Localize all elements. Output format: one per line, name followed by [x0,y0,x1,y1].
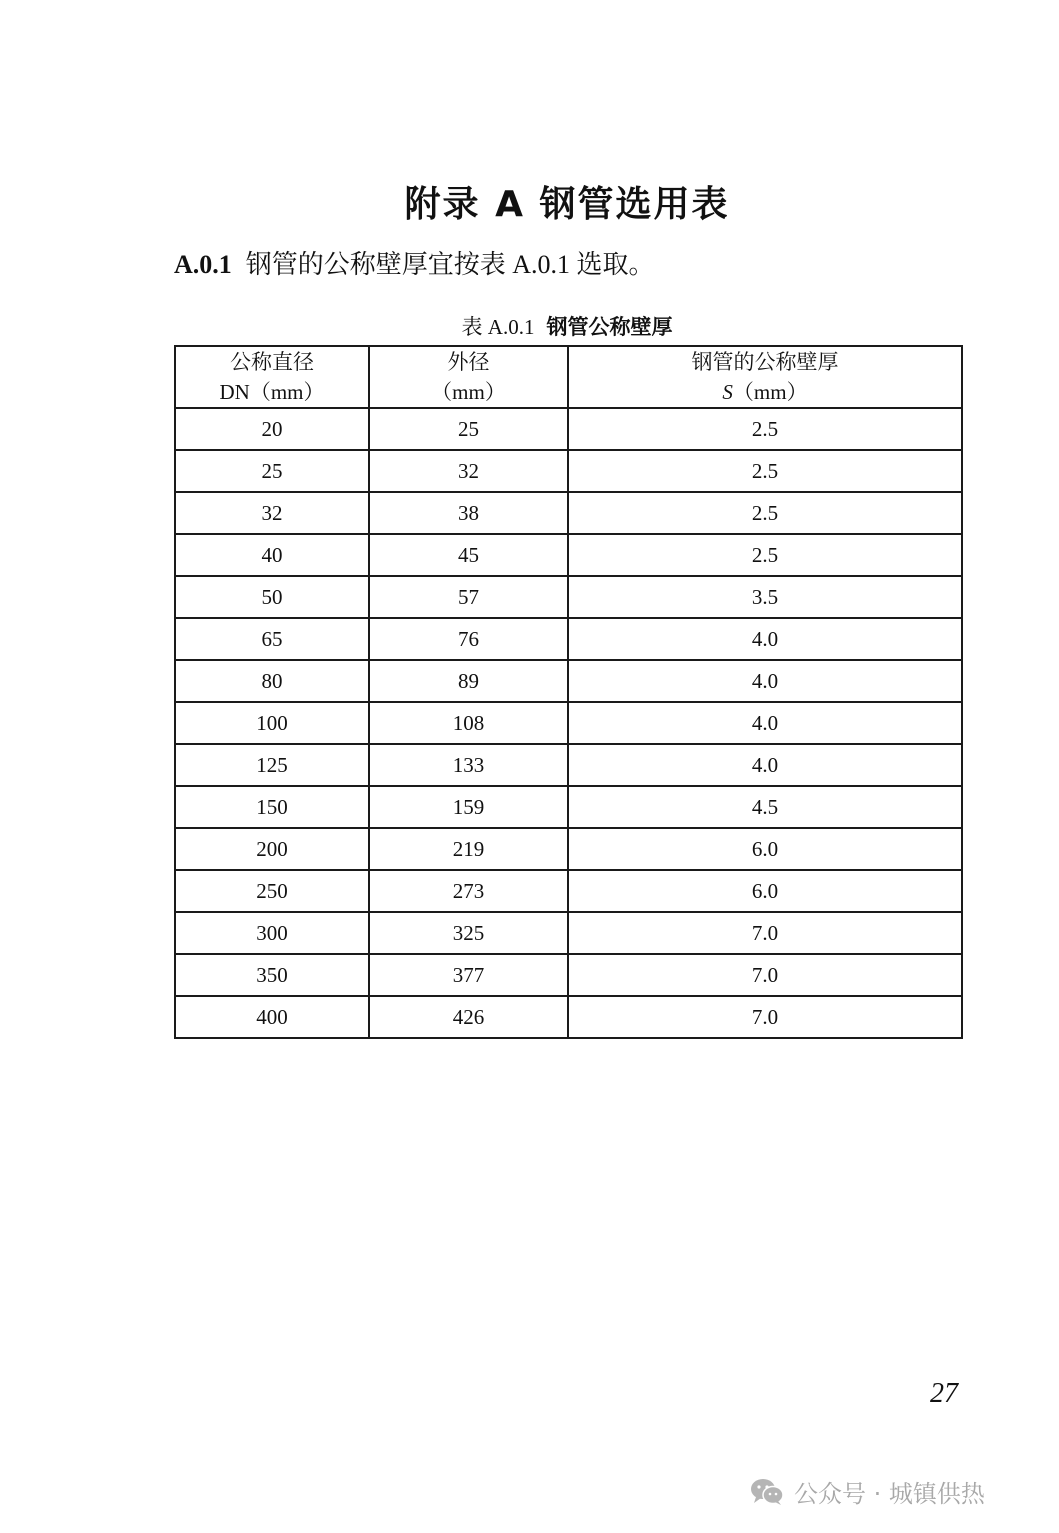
nominal-diameter-cell: 80 [175,660,369,702]
header-nominal-diameter-line2: DN（mm） [219,380,325,404]
wall-thickness-cell: 4.0 [568,618,962,660]
outer-diameter-cell: 273 [369,870,568,912]
table-caption [0,311,1059,341]
table-row [175,702,962,744]
page-title: 附录 A 钢管选用表 [404,184,730,225]
table-row [175,996,962,1038]
header-outer-diameter [369,346,568,408]
wechat-icon [750,1478,784,1506]
table-row [175,828,962,870]
wall-thickness-cell: 2.5 [568,450,962,492]
wall-thickness-cell: 4.0 [568,702,962,744]
table-row [175,786,962,828]
wall-thickness-cell: 7.0 [568,912,962,954]
nominal-diameter-cell: 25 [175,450,369,492]
table-caption-text: 钢管公称壁厚 [546,315,673,339]
nominal-diameter-cell: 100 [175,702,369,744]
outer-diameter-cell: 76 [369,618,568,660]
table-row [175,534,962,576]
header-wall-thickness [568,346,962,408]
outer-diameter-cell: 426 [369,996,568,1038]
watermark-text: 公众号 · 城镇供热 [794,1480,985,1508]
header-nominal-diameter-line1: 公称直径 [230,350,314,374]
nominal-diameter-cell: 50 [175,576,369,618]
table-row [175,870,962,912]
wall-thickness-cell: 3.5 [568,576,962,618]
wall-thickness-cell: 4.5 [568,786,962,828]
wall-thickness-cell: 4.0 [568,660,962,702]
pipe-wall-thickness-table [174,345,963,1039]
outer-diameter-cell: 89 [369,660,568,702]
table-row [175,492,962,534]
outer-diameter-cell: 159 [369,786,568,828]
outer-diameter-cell: 377 [369,954,568,996]
wall-thickness-cell: 2.5 [568,492,962,534]
wall-thickness-cell: 2.5 [568,534,962,576]
table-header-row [175,346,962,408]
table-row [175,576,962,618]
outer-diameter-cell: 325 [369,912,568,954]
wall-thickness-cell: 6.0 [568,828,962,870]
nominal-diameter-cell: 250 [175,870,369,912]
outer-diameter-cell: 45 [369,534,568,576]
nominal-diameter-cell: 200 [175,828,369,870]
outer-diameter-cell: 133 [369,744,568,786]
table-row [175,660,962,702]
outer-diameter-cell: 57 [369,576,568,618]
header-outer-diameter-line1: 外径 [447,350,490,374]
outer-diameter-cell: 219 [369,828,568,870]
wall-thickness-cell: 7.0 [568,954,962,996]
outer-diameter-cell: 25 [369,408,568,450]
table-row [175,450,962,492]
outer-diameter-cell: 32 [369,450,568,492]
nominal-diameter-cell: 300 [175,912,369,954]
header-wall-thickness-unit: （mm） [732,380,808,404]
wall-thickness-cell: 2.5 [568,408,962,450]
clause-a01 [174,244,655,281]
header-wall-thickness-line1: 钢管的公称壁厚 [691,350,839,374]
wall-thickness-cell: 6.0 [568,870,962,912]
wall-thickness-cell: 4.0 [568,744,962,786]
nominal-diameter-cell: 65 [175,618,369,660]
nominal-diameter-cell: 40 [175,534,369,576]
table-row [175,954,962,996]
header-wall-thickness-symbol: S [722,380,733,404]
header-nominal-diameter [175,346,369,408]
nominal-diameter-cell: 32 [175,492,369,534]
table-row [175,912,962,954]
header-wall-thickness-line2 [569,377,961,407]
header-outer-diameter-line2: （mm） [431,380,506,404]
nominal-diameter-cell: 150 [175,786,369,828]
table-row [175,744,962,786]
clause-number: A.0.1 [174,250,232,279]
clause-text: 钢管的公称壁厚宜按表 A.0.1 选取。 [245,250,655,279]
watermark [750,1474,985,1509]
table-row [175,618,962,660]
nominal-diameter-cell: 125 [175,744,369,786]
nominal-diameter-cell: 400 [175,996,369,1038]
page-number: 27 [930,1378,958,1409]
table-row [175,408,962,450]
table-caption-number: 表 A.0.1 [461,315,535,339]
nominal-diameter-cell: 350 [175,954,369,996]
nominal-diameter-cell: 20 [175,408,369,450]
outer-diameter-cell: 108 [369,702,568,744]
table-body [175,408,962,1038]
wall-thickness-cell: 7.0 [568,996,962,1038]
outer-diameter-cell: 38 [369,492,568,534]
